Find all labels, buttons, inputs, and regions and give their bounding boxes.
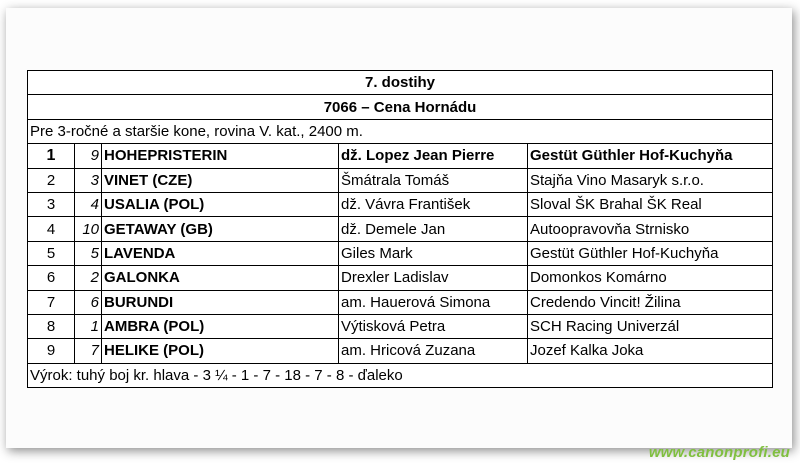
jockey-cell: dž. Lopez Jean Pierre [339,144,528,168]
owner-cell: Sloval ŠK Brahal ŠK Real [528,192,773,216]
race-name: 7066 – Cena Hornádu [28,95,773,119]
race-title: 7. dostihy [28,71,773,95]
race-verdict: Výrok: tuhý boj kr. hlava - 3 ¼ - 1 - 7 - 18 - 7 - 8 - ďaleko [28,363,773,387]
jockey-cell: Výtisková Petra [339,314,528,338]
race-conditions-row [28,119,773,143]
table-row [28,168,773,192]
owner-cell: Autoopravovňa Strnisko [528,217,773,241]
place-cell: 6 [28,266,75,290]
table-row [28,339,773,363]
horse-name-cell: BURUNDI [102,290,339,314]
start-number-cell: 7 [75,339,102,363]
table-row [28,314,773,338]
place-cell: 4 [28,217,75,241]
table-row [28,266,773,290]
horse-name-cell: AMBRA (POL) [102,314,339,338]
start-number-cell: 4 [75,192,102,216]
start-number-cell: 9 [75,144,102,168]
jockey-cell: dž. Vávra František [339,192,528,216]
owner-cell: Credendo Vincit! Žilina [528,290,773,314]
owner-cell: Gestüt Güthler Hof-Kuchyňa [528,241,773,265]
start-number-cell: 10 [75,217,102,241]
race-results-table [27,70,773,388]
horse-name-cell: GALONKA [102,266,339,290]
owner-cell: Jozef Kalka Joka [528,339,773,363]
start-number-cell: 3 [75,168,102,192]
jockey-cell: dž. Demele Jan [339,217,528,241]
start-number-cell: 2 [75,266,102,290]
table-row [28,217,773,241]
owner-cell: Gestüt Güthler Hof-Kuchyňa [528,144,773,168]
horse-name-cell: GETAWAY (GB) [102,217,339,241]
place-cell: 9 [28,339,75,363]
jockey-cell: Drexler Ladislav [339,266,528,290]
owner-cell: SCH Racing Univerzál [528,314,773,338]
horse-name-cell: HELIKE (POL) [102,339,339,363]
jockey-cell: am. Hauerová Simona [339,290,528,314]
start-number-cell: 6 [75,290,102,314]
table-row [28,192,773,216]
place-cell: 7 [28,290,75,314]
place-cell: 8 [28,314,75,338]
jockey-cell: Giles Mark [339,241,528,265]
watermark: www.canonprofi.eu [648,444,790,461]
horse-name-cell: VINET (CZE) [102,168,339,192]
horse-name-cell: HOHEPRISTERIN [102,144,339,168]
owner-cell: Domonkos Komárno [528,266,773,290]
place-cell: 5 [28,241,75,265]
table-row [28,144,773,168]
race-conditions: Pre 3-ročné a staršie kone, rovina V. kat., 2400 m. [28,119,773,143]
race-title-row [28,71,773,95]
place-cell: 3 [28,192,75,216]
start-number-cell: 5 [75,241,102,265]
horse-name-cell: LAVENDA [102,241,339,265]
table-row [28,290,773,314]
jockey-cell: am. Hricová Zuzana [339,339,528,363]
horse-name-cell: USALIA (POL) [102,192,339,216]
place-cell: 1 [28,144,75,168]
owner-cell: Stajňa Vino Masaryk s.r.o. [528,168,773,192]
start-number-cell: 1 [75,314,102,338]
place-cell: 2 [28,168,75,192]
race-footer-row [28,363,773,387]
race-name-row [28,95,773,119]
jockey-cell: Šmátrala Tomáš [339,168,528,192]
table-row [28,241,773,265]
